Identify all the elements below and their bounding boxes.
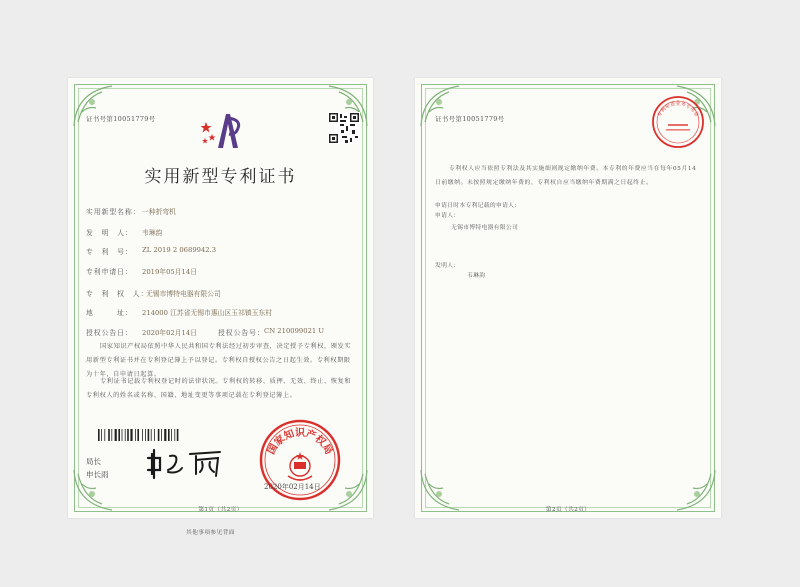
barcode-bar [127,429,129,441]
barcode-bar [148,429,150,441]
barcode-bar [168,429,170,441]
barcode-bar [174,429,175,441]
barcode-bar [164,429,166,441]
paragraph-grant: 国家知识产权局依照中华人民共和国专利法经过初步审查，决定授予专利权，颁发实用新型专利证书并在专利登记簿上予以登记。专利权自授权公告之日起生效。专利权期限为十年，自申请日起算。 [86,343,352,378]
field-label: 专 利 权 人： [86,290,149,298]
barcode-bar [101,429,102,441]
director-name: 申长雨 [86,470,109,479]
paragraph-annual-fee: 专利权人应当依照专利法及其实施细则规定缴纳年费。本专利的年费应当在每年05月14日前缴纳。未按照规定缴纳年费的，专利权自应当缴纳年费期满之日起终止。 [435,166,697,186]
field-label: 专 利 号： [86,248,133,256]
barcode-bar [108,429,110,441]
field-value: 2019年05月14日 [142,268,197,276]
barcode-bar [98,429,100,441]
barcode-bar [151,429,152,441]
field-label: 发 明 人： [86,229,133,237]
footer-note: 其他事项参见背面 [186,530,235,536]
certificate-page-2 [415,78,721,518]
issue-date: 2020年02月14日 [264,483,321,491]
field-label: 授权公告号： [218,329,265,337]
barcode-bar [145,429,146,441]
signature [146,446,226,480]
barcode-bar [115,429,117,441]
barcode-bar [118,429,120,441]
barcode-bar [137,429,139,441]
page-number: 第2页（共2页） [545,507,591,513]
director-label: 局长 [86,457,101,466]
inventor-label: 发明人： [435,263,460,269]
field-label: 地 址： [86,309,133,317]
qr-code [328,112,360,144]
barcode-bar [130,429,132,441]
svg-text:国家知识产权局: 国家知识产权局 [265,428,335,457]
barcode-bar [142,429,143,441]
field-value: 无锡市博特电器有限公司 [146,290,221,298]
barcode-bar [171,429,172,441]
svg-text:专利审查业务专用章: 专利审查业务专用章 [656,101,700,118]
certificate-page-1 [68,78,373,518]
field-label: 实用新型名称： [86,208,141,216]
applicant-section-title: 申请日时本专利记载的申请人： [435,203,521,209]
field-value: 2020年02月14日 [142,329,197,337]
page-number: 第1页（共2页） [198,507,243,513]
barcode-bar [158,429,160,441]
inventor-name: 韦琳韵 [467,273,486,279]
certificate-title: 实用新型专利证书 [144,167,297,187]
barcode [98,429,180,441]
barcode-bar [104,429,105,441]
barcode-bar [122,429,123,441]
field-value: ZL 2019 2 0689942.3 [142,246,217,254]
field-value: 214000 江苏省无锡市惠山区玉祁镇玉东村 [142,309,273,317]
paragraph-legal-status: 专利证书记载专利权登记时的法律状况。专利权的转移、质押、无效、终止、恢复和专利权人的姓名或名称、国籍、地址变更等事项记载在专利登记簿上。 [86,378,352,399]
field-label: 授权公告日： [86,329,133,337]
cert-number: 证书号第10051779号 [435,115,505,123]
field-value: CN 210099021 U [264,327,325,335]
barcode-bar [154,429,155,441]
field-value: 韦琳韵 [142,229,163,237]
applicant-label: 申请人： [435,213,460,219]
barcode-bar [161,429,162,441]
barcode-bar [111,429,112,441]
field-label: 专利申请日： [86,268,133,276]
cert-number: 证书号第10051779号 [86,115,156,123]
barcode-bar [135,429,136,441]
barcode-bar [177,429,179,441]
barcode-bar [125,429,126,441]
applicant-name: 无锡市博特电器有限公司 [451,225,519,231]
field-value: 一种折弯机 [142,208,176,216]
patent-office-logo-icon [200,108,244,152]
review-stamp [650,94,706,150]
